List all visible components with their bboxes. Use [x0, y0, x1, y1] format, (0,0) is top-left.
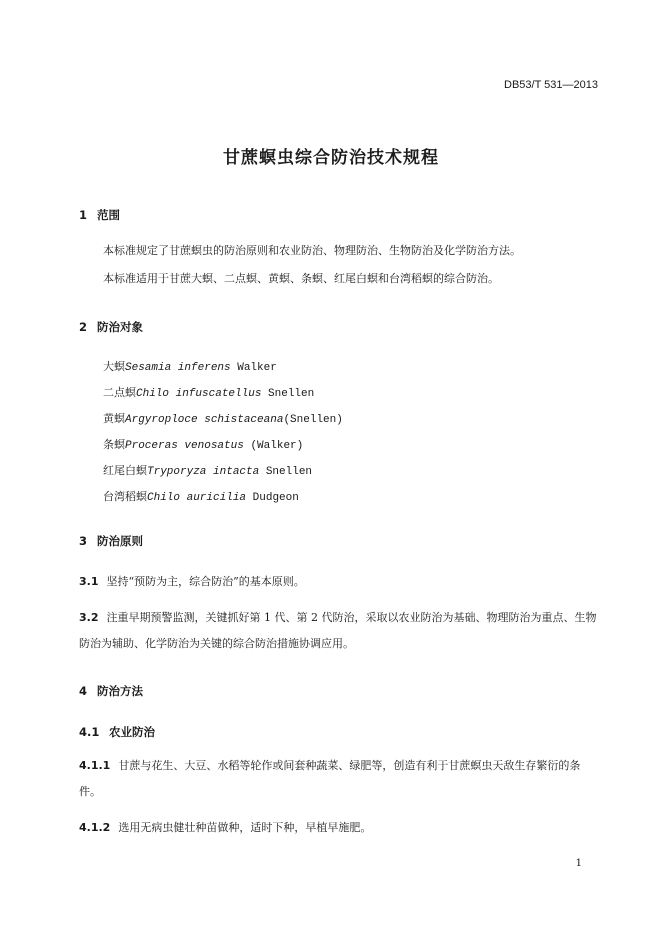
section-title: 防治方法: [97, 684, 143, 698]
section-number: 3: [79, 534, 88, 548]
pest-author: Snellen: [268, 388, 315, 400]
document-title: 甘蔗螟虫综合防治技术规程: [223, 148, 439, 168]
paragraph: 本标准规定了甘蔗螟虫的防治原则和农业防治、物理防治、生物防治及化学防治方法。: [103, 244, 521, 257]
subsection-heading-4-1: [79, 724, 155, 740]
pest-cn-name: 台湾稻螟: [103, 490, 147, 503]
standard-code: DB53/T 531—2013: [504, 79, 598, 91]
section-number: 1: [79, 208, 88, 222]
pest-latin-name: Chilo auricilia: [147, 492, 247, 504]
clause-4-1-1: [79, 753, 599, 805]
pest-latin-name: Argyroploce schistaceana: [125, 414, 284, 426]
clause-number: 3.1: [79, 575, 99, 588]
pest-cn-name: 黄螟: [103, 412, 125, 425]
subsection-number: 4.1: [79, 725, 100, 739]
section-number: 4: [79, 684, 88, 698]
pest-item: [103, 360, 277, 375]
clause-number: 4.1.1: [79, 759, 111, 772]
section-title: 防治对象: [97, 320, 143, 334]
section-heading-2: [79, 319, 143, 335]
pest-author: (Snellen): [283, 414, 343, 426]
clause-number: 4.1.2: [79, 821, 111, 834]
clause-3-2: [79, 605, 599, 657]
section-heading-4: [79, 683, 143, 699]
pest-author: Dudgeon: [252, 492, 299, 504]
pest-item: [103, 386, 314, 401]
clause-text: 注重早期预警监测，关键抓好第 1 代、第 2 代防治，采取以农业防治为基础、物理防治为重点、生物防治为辅助、化学防治为关键的综合防治措施协调应用。: [79, 611, 597, 650]
section-number: 2: [79, 320, 88, 334]
clause-4-1-2: [79, 815, 599, 841]
pest-latin-name: Tryporyza intacta: [147, 466, 260, 478]
pest-latin-name: Proceras venosatus: [125, 440, 244, 452]
page-number: 1: [575, 858, 582, 869]
pest-latin-name: Sesamia inferens: [125, 362, 231, 374]
pest-cn-name: 大螟: [103, 360, 125, 373]
clause-3-1: [79, 569, 599, 595]
clause-text: 甘蔗与花生、大豆、水稻等轮作或间套种蔬菜、绿肥等，创造有利于甘蔗螟虫天敌生存繁衍的条件。: [79, 759, 581, 798]
section-title: 防治原则: [97, 534, 143, 548]
pest-author: Snellen: [265, 466, 313, 478]
clause-text: 坚持“预防为主，综合防治”的基本原则。: [106, 575, 305, 588]
pest-item: [103, 490, 299, 505]
clause-text: 选用无病虫健壮种苗做种，适时下种，早植早施肥。: [118, 821, 372, 834]
pest-author: (Walker): [250, 440, 304, 452]
section-heading-3: [79, 533, 143, 549]
subsection-title: 农业防治: [109, 725, 155, 739]
pest-cn-name: 红尾白螟: [103, 464, 147, 477]
pest-author: Walker: [237, 362, 277, 374]
clause-number: 3.2: [79, 611, 99, 624]
pest-cn-name: 条螟: [103, 438, 125, 451]
pest-cn-name: 二点螟: [103, 386, 136, 399]
pest-latin-name: Chilo infuscatellus: [136, 388, 262, 400]
pest-item: [103, 438, 303, 453]
pest-item: [103, 464, 312, 479]
paragraph: 本标准适用于甘蔗大螟、二点螟、黄螟、条螟、红尾白螟和台湾稻螟的综合防治。: [103, 272, 499, 285]
pest-item: [103, 412, 343, 427]
section-heading-1: [79, 207, 120, 223]
section-title: 范围: [97, 208, 120, 222]
